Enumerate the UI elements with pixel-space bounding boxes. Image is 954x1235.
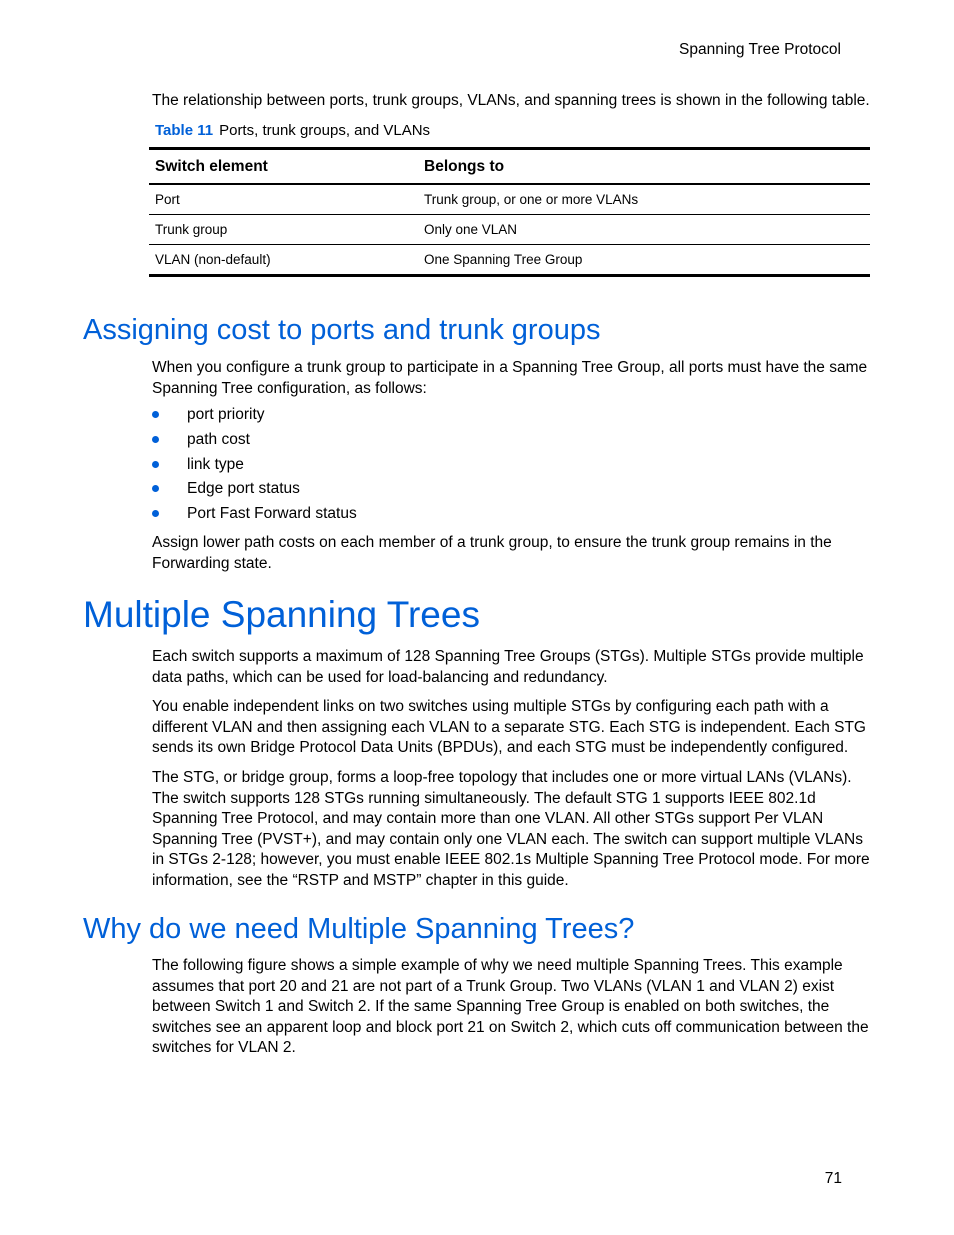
- section-heading-cost: Assigning cost to ports and trunk groups: [83, 314, 601, 346]
- cost-bullet-list: [152, 404, 357, 528]
- bullet-dot-icon: [152, 485, 159, 492]
- table-cell: Only one VLAN: [418, 215, 870, 245]
- list-item-text: Edge port status: [187, 480, 300, 498]
- ports-trunk-vlan-table: [149, 147, 870, 277]
- mst-paragraph-1: Each switch supports a maximum of 128 Spanning Tree Groups (STGs). Multiple STGs provide multiple data paths, which can be used for load-balancing and redundancy.: [152, 648, 864, 686]
- table-row: [149, 184, 870, 215]
- list-item-text: Port Fast Forward status: [187, 505, 357, 523]
- cost-paragraph-2: Assign lower path costs on each member of a trunk group, to ensure the trunk group remains in the Forwarding state.: [152, 534, 832, 572]
- table-header-cell: Belongs to: [418, 149, 870, 185]
- list-item: [152, 454, 357, 479]
- section-heading-mst: Multiple Spanning Trees: [83, 594, 480, 635]
- table-cell: One Spanning Tree Group: [424, 252, 583, 267]
- bullet-dot-icon: [152, 461, 159, 468]
- list-item: [152, 404, 357, 429]
- list-item: [152, 478, 357, 503]
- list-item-text: path cost: [187, 430, 250, 448]
- table-caption-label: Table 11: [155, 122, 214, 139]
- why-paragraph-1: The following figure shows a simple example of why we need multiple Spanning Trees. This example assumes that port 20 and 21 are not part of a Trunk Group. Two VLANs (VLAN 1 and VLAN 2) exist between Switch 1 and Switch 2. If the same Spanning Tree Group is enabled on both switches, the switches see an apparent loop and block port 21 on Switch 2, which cuts off communication between the switches for VLAN 2.: [152, 957, 869, 1056]
- list-item-text: port priority: [187, 406, 265, 423]
- cost-paragraph-1: When you configure a trunk group to participate in a Spanning Tree Group, all ports must have the same Spanning Tree configuration, as follows:: [152, 359, 868, 397]
- table-caption-text: Ports, trunk groups, and VLANs: [219, 122, 431, 139]
- list-item-text: link type: [187, 455, 244, 473]
- table-caption: [155, 122, 430, 139]
- table-cell: Trunk group, or one or more VLANs: [418, 184, 870, 215]
- table-row: [149, 215, 870, 245]
- bullet-dot-icon: [152, 510, 159, 517]
- bullet-dot-icon: [152, 411, 159, 418]
- table-cell: Trunk group: [149, 215, 418, 245]
- section-heading-why: Why do we need Multiple Spanning Trees?: [83, 913, 635, 945]
- table-header-cell: Switch element: [149, 149, 418, 185]
- intro-paragraph: The relationship between ports, trunk groups, VLANs, and spanning trees is shown in the following table.: [152, 92, 870, 109]
- list-item: [152, 429, 357, 454]
- table-row: [149, 245, 870, 276]
- mst-paragraph-3: The STG, or bridge group, forms a loop-free topology that includes one or more virtual LANs (VLANs). The switch supports 128 STGs running simultaneously. The default STG 1 supports IEEE 802.1d Spanning Tree Protocol, and may contain more than one VLAN. All other STGs support Per VLAN Spanning Tree (PVST+), and may contain only one VLAN each. The switch can support multiple VLANs in STGs 2-128; however, you must enable IEEE 802.1s Multiple Spanning Tree Protocol mode. For more information, see the “RSTP and MSTP” chapter in this guide.: [152, 769, 870, 889]
- page-number: 71: [824, 1170, 842, 1187]
- bullet-dot-icon: [152, 436, 159, 443]
- list-item: [152, 503, 357, 528]
- table-header-row: [149, 149, 870, 185]
- running-header: Spanning Tree Protocol: [679, 41, 841, 58]
- table-cell: VLAN (non-default): [155, 252, 271, 267]
- table-cell: Port: [149, 184, 418, 215]
- mst-paragraph-2: You enable independent links on two switches using multiple STGs by configuring each path with a different VLAN and then assigning each VLAN to a separate STG. Each STG is independent. Each STG sends its own Bridge Protocol Data Units (BPDUs), and each STG must be independently configured.: [152, 698, 866, 756]
